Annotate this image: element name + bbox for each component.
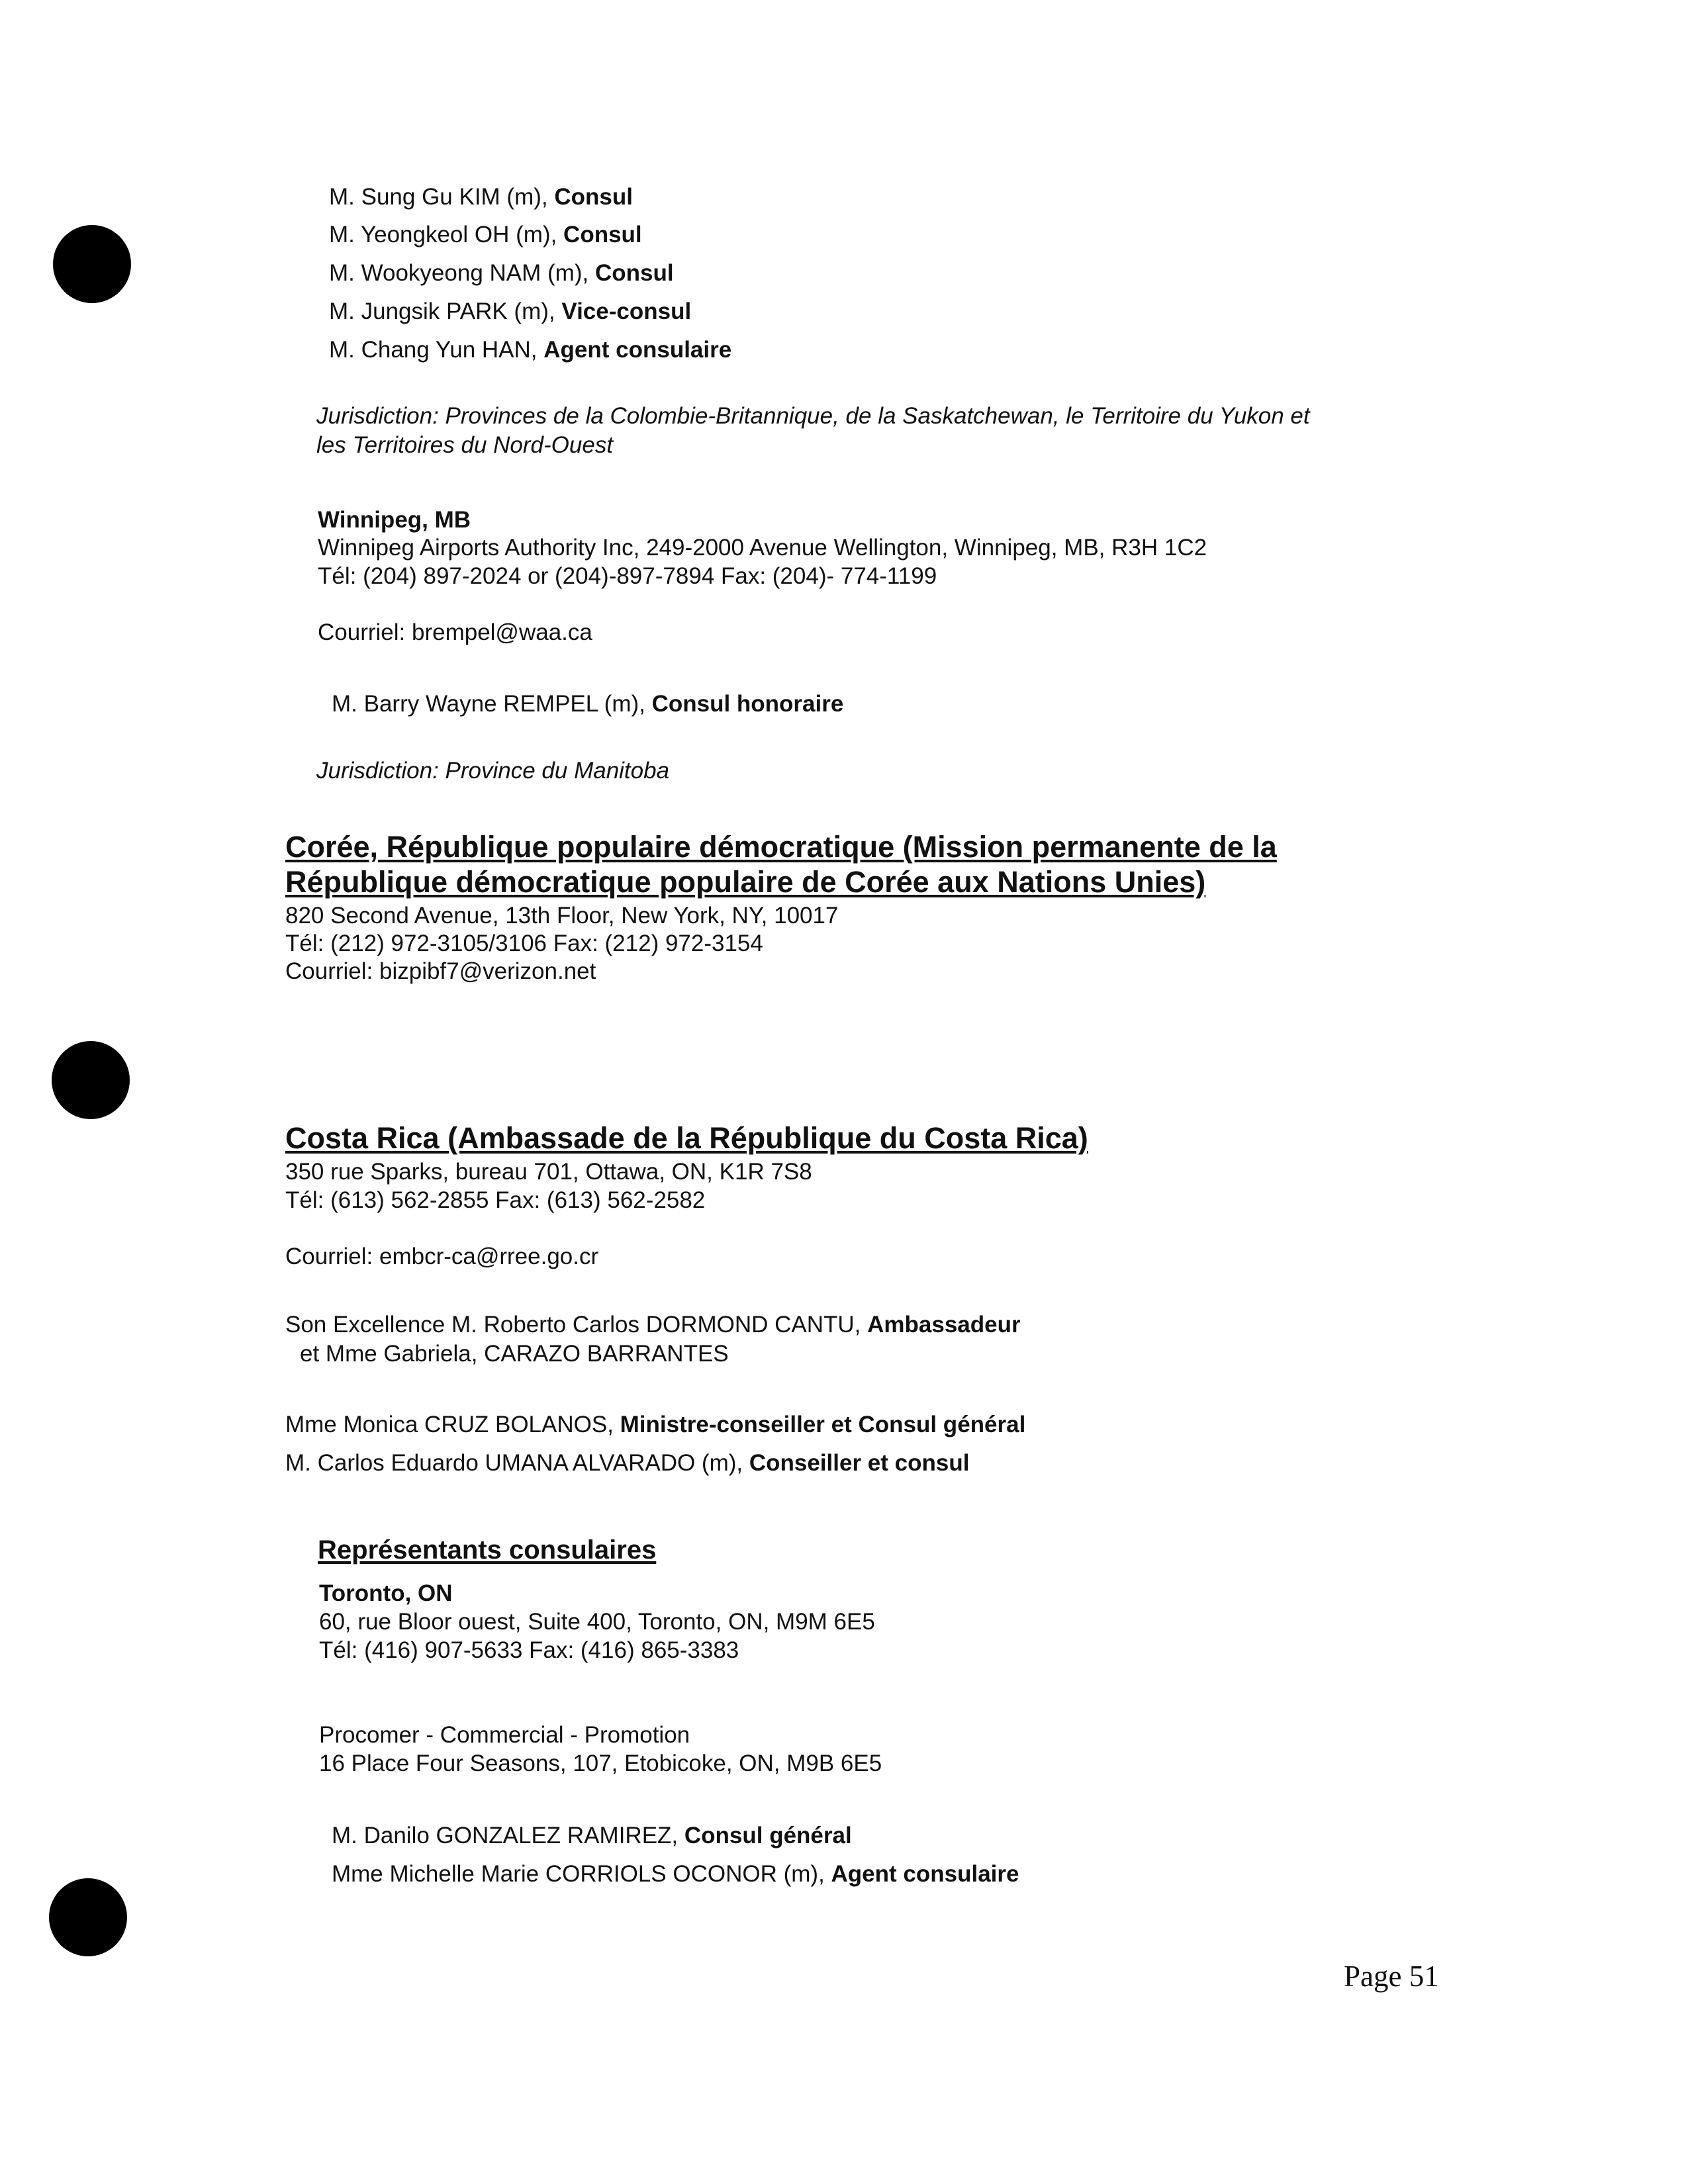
staff-title: Consul général [684,1823,852,1848]
staff-line [332,690,843,719]
staff-title: Consul honoraire [651,691,844,717]
staff-name: M. Chang Yun HAN, [329,337,544,363]
office-address: Winnipeg Airports Authority Inc, 249-2000 Avenue Wellington, Winnipeg, MB, R3H 1C2 [318,535,1207,561]
staff-line [329,183,633,212]
staff-title: Consul [594,260,674,286]
binder-hole-bottom [49,1878,127,1956]
office-address: 60, rue Bloor ouest, Suite 400, Toronto, ON, M9M 6E5 [319,1609,875,1635]
office-phone: Tél: (416) 907-5633 Fax: (416) 865-3383 [319,1637,739,1663]
office-phone: Tél: (204) 897-2024 or (204)-897-7894 Fax: (204)- 774-1199 [318,563,937,589]
staff-name: M. Danilo GONZALEZ RAMIREZ, [332,1823,684,1848]
office-city: Toronto, ON [319,1580,453,1606]
staff-line [329,220,642,250]
staff-line [285,1449,969,1478]
ambassador-name: Son Excellence M. Roberto Carlos DORMOND CANTU, [285,1312,868,1338]
staff-name: M. Wookyeong NAM (m), [329,260,595,286]
office-name: Procomer - Commercial - Promotion [319,1722,690,1748]
ambassador-spouse: et Mme Gabriela, CARAZO BARRANTES [300,1341,729,1367]
jurisdiction-text: Jurisdiction: Province du Manitoba [316,758,670,784]
section-heading: Représentants consulaires [318,1535,657,1565]
office-address: 16 Place Four Seasons, 107, Etobicoke, ON, M9B 6E5 [319,1751,882,1776]
staff-name: Mme Monica CRUZ BOLANOS, [285,1412,620,1437]
staff-name: M. Carlos Eduardo UMANA ALVARADO (m), [285,1450,749,1476]
staff-title: Vice-consul [561,298,692,324]
office-city: Winnipeg, MB [318,507,471,533]
jurisdiction-text: Jurisdiction: Provinces de la Colombie-Britannique, de la Saskatchewan, le Territoire du Yukon et [316,403,1310,429]
staff-name: M. Barry Wayne REMPEL (m), [332,691,652,717]
country-email: Courriel: bizpibf7@verizon.net [285,958,596,984]
country-address: 820 Second Avenue, 13th Floor, New York, NY, 10017 [285,903,839,929]
staff-line [285,1410,1025,1439]
country-phone: Tél: (613) 562-2855 Fax: (613) 562-2582 [285,1187,706,1213]
staff-name: Mme Michelle Marie CORRIOLS OCONOR (m), [332,1861,831,1887]
staff-name: M. Yeongkeol OH (m), [329,222,564,248]
country-heading: Corée, République populaire démocratique (Mission permanente de la [285,830,1277,864]
jurisdiction-text: les Territoires du Nord-Ouest [316,432,614,458]
binder-hole-top [53,225,131,303]
staff-line [329,259,674,288]
country-address: 350 rue Sparks, bureau 701, Ottawa, ON, K1R 7S8 [285,1159,812,1185]
staff-line [332,1821,852,1850]
staff-title: Agent consulaire [831,1861,1019,1887]
page-number: Page 51 [1344,1960,1439,1993]
staff-title: Conseiller et consul [749,1450,970,1476]
ambassador-title: Ambassadeur [867,1312,1021,1338]
staff-title: Consul [563,222,642,248]
staff-line [329,297,691,326]
country-heading: Costa Rica (Ambassade de la République du Costa Rica) [285,1121,1088,1155]
staff-line [329,336,731,365]
country-phone: Tél: (212) 972-3105/3106 Fax: (212) 972-3154 [285,931,763,956]
staff-line [332,1860,1019,1889]
ambassador-line [285,1310,1021,1340]
staff-name: M. Jungsik PARK (m), [329,298,562,324]
office-email: Courriel: brempel@waa.ca [318,619,592,645]
staff-name: M. Sung Gu KIM (m), [329,184,555,210]
country-email: Courriel: embcr-ca@rree.go.cr [285,1244,599,1269]
staff-title: Agent consulaire [543,337,732,363]
staff-title: Consul [554,184,633,210]
staff-title: Ministre-conseiller et Consul général [620,1412,1026,1437]
binder-hole-middle [52,1041,130,1119]
country-heading: République démocratique populaire de Corée aux Nations Unies) [285,865,1206,899]
